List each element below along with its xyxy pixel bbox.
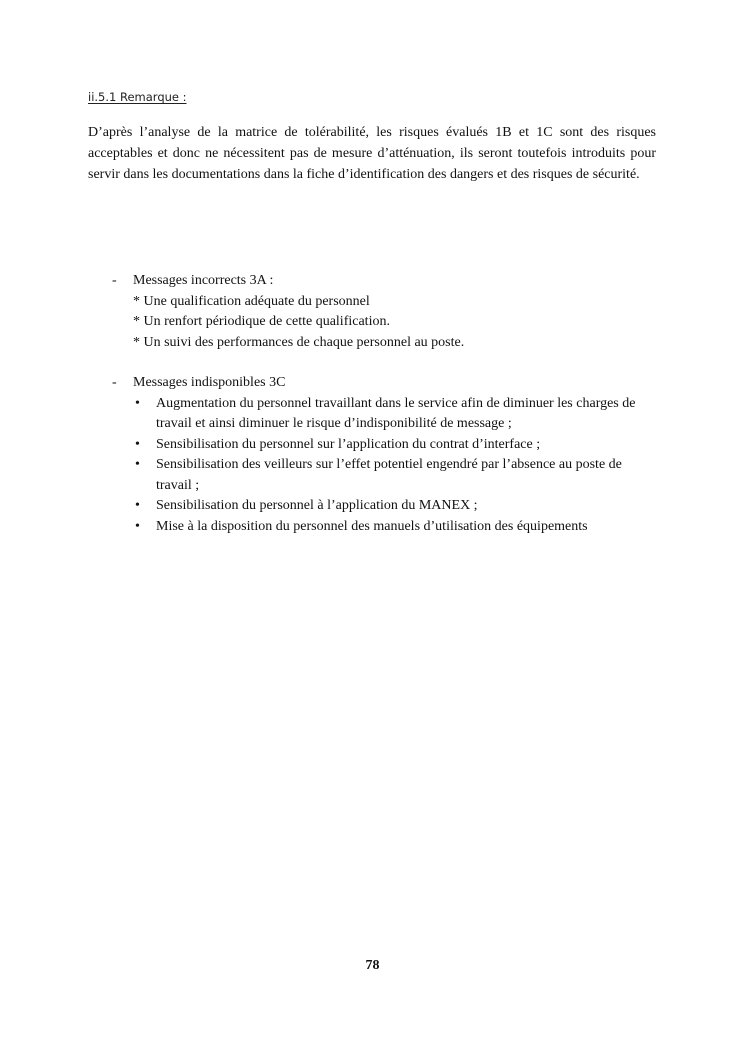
bullet-icon: • (135, 395, 140, 411)
list-item (88, 517, 656, 538)
list-item: * Un renfort périodique de cette qualification. (133, 314, 390, 329)
bullet-icon: • (135, 498, 140, 513)
list-item (88, 394, 656, 435)
list-item-text: Sensibilisation des veilleurs sur l’effet potentiel engendré par l’absence au poste de travail ; (156, 457, 622, 493)
page-number: 78 (365, 958, 380, 973)
list-item-text: Sensibilisation du personnel à l’application du MANEX ; (156, 498, 478, 513)
list-item (88, 496, 656, 517)
bullet-icon: • (135, 518, 140, 534)
section-messages-indisponibles (88, 373, 668, 537)
dash-marker: - (112, 273, 117, 288)
list-item (88, 455, 656, 496)
section-title-row (88, 271, 668, 292)
section-title-row (88, 373, 668, 394)
section-title: Messages incorrects 3A : (133, 273, 274, 288)
list-item-text: Augmentation du personnel travaillant dans le service afin de diminuer les charges de travail et ainsi diminuer le risque d’indisponibilité de message ; (156, 395, 636, 431)
section-title: Messages indisponibles 3C (133, 375, 286, 390)
list-item: * Un suivi des performances de chaque personnel au poste. (133, 334, 465, 350)
list-item-text: Mise à la disposition du personnel des manuels d’utilisation des équipements (156, 518, 588, 534)
section-messages-incorrects (88, 271, 668, 353)
bullet-icon: • (135, 457, 140, 472)
section-heading: ii.5.1 Remarque : (88, 90, 187, 104)
list-item (88, 435, 656, 456)
list-item: * Une qualification adéquate du personnel (133, 293, 370, 309)
dash-marker: - (112, 375, 117, 390)
remark-paragraph: D’après l’analyse de la matrice de tolérabilité, les risques évalués 1B et 1C sont des risques acceptables et donc ne nécessitent pas de mesure d’atténuation, ils seront toutefois introduits pour servir dans les documentations dans la fiche d’identification des dangers et des risques de sécurité. (88, 125, 656, 182)
list-item-text: Sensibilisation du personnel sur l’application du contrat d’interface ; (156, 436, 541, 452)
bullet-icon: • (135, 436, 140, 452)
